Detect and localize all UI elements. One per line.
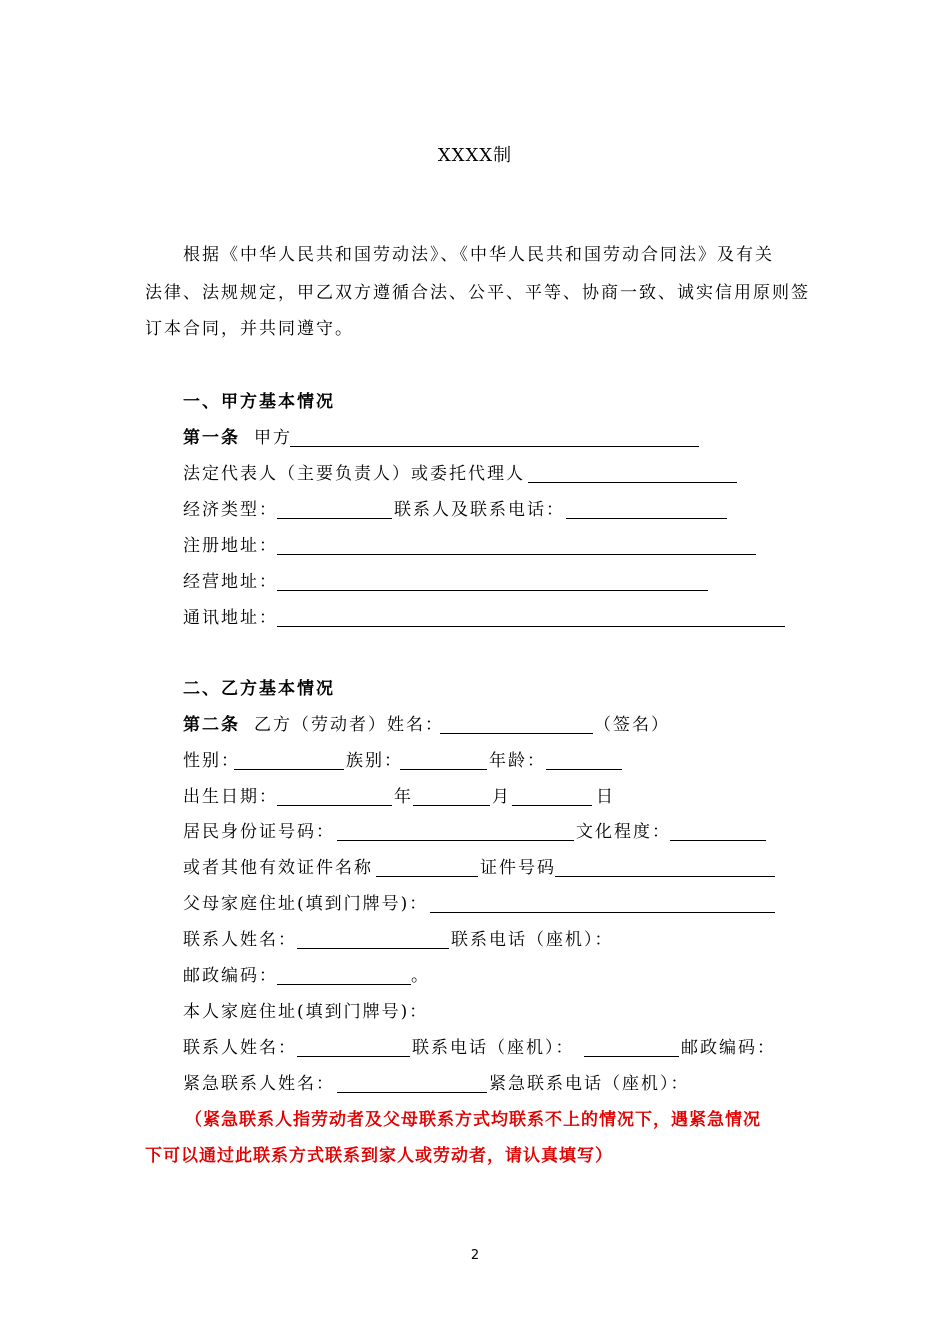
section2-heading: 二、乙方基本情况 [183, 679, 335, 699]
party-b-name-label: 乙方（劳动者）姓名： [254, 715, 444, 735]
emergency-name-field[interactable] [337, 1092, 487, 1093]
reg-addr-field[interactable] [277, 554, 756, 555]
ethnicity-label: 族别： [346, 751, 403, 771]
contact-landline2-label: 联系电话（座机）： [412, 1038, 575, 1058]
section1-heading: 一、甲方基本情况 [183, 392, 335, 412]
intro-line-1: 根据《中华人民共和国劳动法》、《中华人民共和国劳动合同法》及有关 [183, 245, 774, 265]
page-number: 2 [470, 1248, 480, 1263]
parent-addr-field[interactable] [430, 912, 775, 913]
postcode-label: 邮政编码： [183, 966, 278, 986]
econ-type-label: 经济类型： [183, 500, 278, 520]
birth-day-field[interactable] [512, 805, 592, 806]
party-a-label: 甲方 [254, 428, 292, 448]
intro-line-2: 法律、法规规定，甲乙双方遵循合法、公平、平等、协商一致、诚实信用原则签 [145, 283, 810, 303]
mail-addr-field[interactable] [277, 626, 785, 627]
contact-phone-label: 联系人及联系电话： [394, 500, 565, 520]
contact-name-field[interactable] [297, 948, 449, 949]
gender-field[interactable] [234, 769, 344, 770]
postcode-field[interactable] [277, 984, 411, 985]
postcode-end: 。 [411, 966, 430, 986]
birth-month-field[interactable] [413, 805, 490, 806]
contact-name2-label: 联系人姓名： [183, 1038, 297, 1058]
other-id-field[interactable] [376, 876, 478, 877]
biz-addr-label: 经营地址： [183, 572, 278, 592]
emergency-name-label: 紧急联系人姓名： [183, 1074, 335, 1094]
mail-addr-label: 通讯地址： [183, 608, 278, 628]
reg-addr-label: 注册地址： [183, 536, 278, 556]
home-addr-label: 本人家庭住址(填到门牌号)： [183, 1002, 429, 1022]
document-title: XXXX制 [437, 145, 513, 166]
age-label: 年龄： [489, 751, 546, 771]
education-field[interactable] [670, 840, 766, 841]
cert-no-field[interactable] [555, 876, 775, 877]
year-label: 年 [394, 787, 413, 807]
emergency-note-line-2: 下可以通过此联系方式联系到家人或劳动者，请认真填写） [145, 1146, 613, 1166]
econ-type-field[interactable] [277, 518, 392, 519]
birth-label: 出生日期： [183, 787, 278, 807]
party-a-field[interactable] [290, 446, 699, 447]
biz-addr-field[interactable] [277, 590, 708, 591]
parent-addr-label: 父母家庭住址(填到门牌号)： [183, 894, 429, 914]
contact-name2-field[interactable] [297, 1056, 410, 1057]
legal-rep-label: 法定代表人（主要负责人）或委托代理人 [183, 464, 525, 484]
other-id-label: 或者其他有效证件名称 [183, 858, 373, 878]
gender-label: 性别： [183, 751, 240, 771]
legal-rep-field[interactable] [528, 482, 737, 483]
postcode2-label: 邮政编码： [681, 1038, 776, 1058]
education-label: 文化程度： [576, 822, 671, 842]
article2-label: 第二条 [183, 715, 240, 735]
id-no-field[interactable] [337, 840, 574, 841]
id-no-label: 居民身份证号码： [183, 822, 335, 842]
contact-phone-field[interactable] [566, 518, 727, 519]
birth-year-field[interactable] [277, 805, 392, 806]
party-b-name-field[interactable] [440, 733, 593, 734]
age-field[interactable] [546, 769, 622, 770]
ethnicity-field[interactable] [400, 769, 487, 770]
emergency-note-line-1: （紧急联系人指劳动者及父母联系方式均联系不上的情况下，遇紧急情况 [185, 1110, 761, 1130]
month-label: 月 [492, 787, 511, 807]
intro-line-3: 订本合同，并共同遵守。 [145, 319, 354, 339]
article1-label: 第一条 [183, 428, 240, 448]
cert-no-label: 证件号码 [480, 858, 556, 878]
day-label: 日 [596, 787, 615, 807]
emergency-phone-label: 紧急联系电话（座机）： [489, 1074, 690, 1094]
contact-name-label: 联系人姓名： [183, 930, 297, 950]
contact-landline2-field[interactable] [584, 1056, 679, 1057]
contact-landline-label: 联系电话（座机）： [451, 930, 614, 950]
sign-label: （签名） [594, 715, 670, 735]
